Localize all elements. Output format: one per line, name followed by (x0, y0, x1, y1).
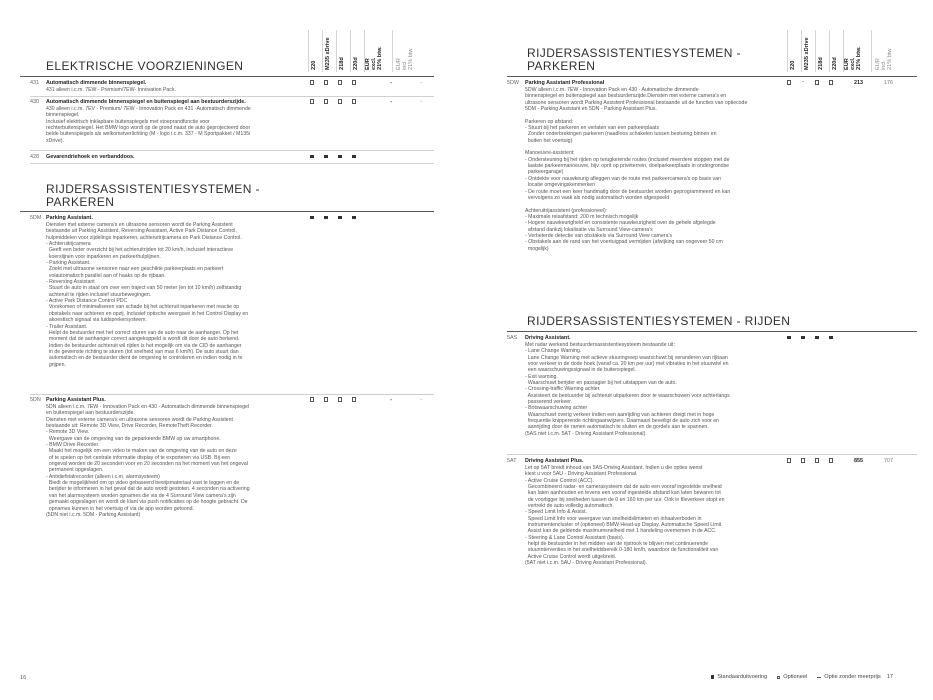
price-excl: - (390, 80, 392, 86)
standard-mark (308, 215, 316, 221)
no-cost-legend-icon (817, 677, 821, 678)
column-divider (336, 30, 337, 72)
price-excl-header: 21% btw. (377, 46, 383, 70)
model-header: M235 xDrive (325, 37, 331, 70)
optional-mark (827, 80, 835, 86)
option-description: Dienslen met externe camera's en ultrasone sensoren wordt de Parking Assistent bestaande uit Parking Assistent, Reversing Assistant, Active Park Distance Control, hulpmiddelen voor zijdelings inparkeren, achteruitrijcamera en Park Distance Control. - Achteruitrijcamera Geeft een beter overzicht bij het achteruitrijden tot 20 km/h, inclusief interactieve koerslijnen voor inparkeren en parkeerhulplijnen. - Parking Assistant. Zoekt met ultrasone sensoren naar een geschikte parkeerplaats en parkeert volautomatisch parallel aan of haaks op de rijbaan. - Reversing Assistant Stuurt de auto in staat om over een traject van 50 meter (en tot 10 km/h) zelfstandig achteruit te rijden inclusief stuurbewegingen. - Active Park Distance Control PDC Voorkomen of minimaliseren van schade bij het achteruit inparkeren met reactie op obstakels naar achteren en opzij. Inclusief optische weergave in het Control Display en akoestisch signaal via luidsprekersysteem. - Trailer Assistant. Helpt de bestuurder met het correct sturen van de auto naar de aanhanger. Op het moment dat de aanhanger correct aangekoppeld is wordt dit door de auto herkend. Indien de bestuurder achteruit wil rijden is het mogelijk om via de CID de aanhanger in de gewenste richting te sturen (tot snelheid van max 6 km/h). De auto stuurt dan automatisch en de bestuurder dient de omgeving te controleren en indien nodig in te grijpen. (46, 222, 249, 368)
section-rule (507, 331, 917, 332)
price-incl-header: incl. (402, 60, 408, 70)
price-incl-header: 21% btw. (887, 47, 893, 70)
page-number: 17 (886, 674, 894, 680)
price-excl: 855 (854, 458, 863, 464)
column-divider (322, 30, 323, 72)
option-description: Let op 5AT breidt inhoud van 5AS-Driving Assistant. Indien u die opties wenst kiest u voor 5AU - Driving Assistant Professional. - Active Cruise Control (ACC). Gecombineerd radar- en camerasysteem dat de auto een vooraf ingestelde snelheid kan laten aanhouden en tevens een vooraf ingestelde afstand kan laten bewaren tot de voorligger bij snelheden tussen de 0 en 160 km per uur. Ook in fileverkeer stopt en vertrekt de auto volledig automatisch. - Speed Limit Info & Assist. Speed Limit Info voor weergave van snelheidslimieten en inhaalverboden in instrumentencluster of (optioneel) BMW Head-up Display. Automatische Speed Limit Assist kan de geldende maximumsnelheid met 1 handeling overnemen in de ACC. - Steering & Lane Control Assistant (basis). helpt de bestuurder in het midden van de rijstrook te blijven met continuerende stuurinterventies in het snelheidsbereik 0-180 km/h, waardoor de functionaliteit van Active Cruise Control wordt uitgebreid. (5AT niet i.c.m. 5AU - Driving Assistant Professional). (525, 465, 725, 567)
column-header (785, 30, 909, 72)
row-separator (507, 454, 917, 455)
model-header: 220d (832, 57, 838, 70)
option-description: 5DW alleen i.c.m. 7EW - Innovation Pack en 430 - Automatische dimmende binnenspiegel en buitenspiegel aan bestuurderszijde.Diensten met externe camera's en ultrasone sensoren wordt Parking Assistent Professional bestaande uit de functies van optiecode 5DM - Parking Assistant en 5DN - Parking Assistant Plus. Parkeren op afstand: - Stuurt bij het parkeren en verlaten van een parkeerplaats Zonder onderbrekingen parkeren (naadloos schakelen tussen besturing binnen en buiten het voertuig) Manoeuvre-assistent: - Ondersteuning bij het rijden op terugkerende routes (inclusief meerdere stoppen met de laatste parkeermanoeuvre, bijv. oprit op privéterrein, doelparkeerplaats in ondergrondse parkeergarage) - Ontdekte voor nauwkeurig afleggen van de route met parkeercamera's op basis van locatie omgevingskenmerken - De route moet een keer handmatig door de bestuurder worden geprogrammeerd en kan vervolgens zo vaak als nodig automatisch worden afgespeeld Achteruitrijassistent (professioneel): - Maximale reisafstand: 200 m technisch mogelijk - Hogere nauwkeurigheid en consistente nauwkeurigheid over de gehele afgelegde afstand dankzij lokalisatie via Surround View-camera's - Verbeterde detectie van obstakels via Surround View camera's - Obstakels aan de rand van het voertuigpad vermijden (afwijking van ongeveer 50 cm mogelijk) (525, 87, 748, 252)
column-divider (350, 30, 351, 72)
option-description: Met radar werkend bestuurdersassistentiesysteem bestaande uit: - Lane Change Warning. Lane Change Warning met actieve stuuringreep waarschuwt bij veranderen van rijbaan voor verkeer in de dode hoek (vanaf ca. 20 km per uur) met vibraties in het stuurwiel en een waarschuwingssignaal in de buitenspiegel. - Exit warning. Waarschuwt berijder en passagier bij het uitstappen van de auto. - Crossing-traffic Warning achter. Assisteert de bestuurder bij achteruit uitparkeren door te waarschuwen voor achterlangs passerend verkeer. - Botswaarschuwing achter Waarschuwt overig verkeer indien een aanrijding van achteren dreigt met in hoge frequentie knipperende richtingaanwijzers. Daarnaast beveiligt de auto zich voor en aanrijding door de ramen automatisch te sluiten en de gordels aan te spannen. (5AS niet i.c.m. 5AT - Driving Assistant Professional). (525, 342, 730, 437)
option-code: 430 (30, 99, 39, 105)
section-title-line: RIJDERSASSISTENTIESYSTEMEN - (46, 182, 260, 196)
column-divider (871, 30, 872, 72)
option-code: 428 (30, 154, 39, 160)
model-header: 218d (818, 57, 824, 70)
option-code: 5DW (507, 80, 519, 86)
option-code: 5AT (507, 458, 517, 464)
optional-mark (813, 80, 821, 86)
standard-mark (799, 335, 807, 341)
model-header: 220 (311, 60, 317, 70)
standard-mark (350, 215, 358, 221)
optional-mark (336, 99, 344, 105)
price-incl: - (420, 397, 422, 403)
price-incl-header: EUR (875, 58, 881, 70)
section-rule (507, 76, 917, 77)
standard-mark (322, 154, 330, 160)
option-description: 5DN alleen i.c.m. 7EW - Innovation Pack en 430 - Automatisch dimmende binnenspiegel en buitenspiegel aan bestuurderszijde. Diensten met externe camera's en ultrasone sensoren wordt de Parking Assistent bestaande uit: Remote 3D View, Drive Recorder, RemoteTheft Recorder. - Remote 3D View. Weergave van de omgeving van de geparkeerde BMW op uw smartphone. - BMW Drive Recorder. Maakt het mogelijk om een video te maken van de omgeving van de auto en deze of te spelen op het centrale informatie display of te exporteren via USB. Bij een ongeval worden de 20 seconden voor en 20 seconden na het moment van het ongeval permanent opgeslagen. - Antidiefstalrecorder (alleen i.c.m. alarmsysteem) Biedt de mogelijkheid om op video gebaseerd bewijsmateriaal vast te leggen en de berijder te informeren in het geval dat de auto wordt gestoten. 4 seconden na activering van het alarmsysteem worden opnames die via de 4 Surround View camera's zijn gemaakt opgeslagen en wordt de klant via push notificaties op de hoogte gebracht. De opnames kunnen in het voertuig of via de app worden getoond. (5DN niet i.c.m. 5DM - Parking Assistant) (46, 404, 250, 518)
option-title: Driving Assistant Plus. (525, 458, 584, 464)
section-title: RIJDERSASSISTENTIESYSTEMEN - RIJDEN (527, 314, 791, 328)
option-title: Driving Assistant. (525, 335, 571, 341)
option-description: 431 alleen i.c.m. 7EW - Premium/7EW- Innovation Pack. (46, 87, 176, 93)
row-separator (30, 394, 434, 395)
price-incl: 707 (884, 458, 893, 464)
price-excl: - (390, 397, 392, 403)
optional-mark (336, 80, 344, 86)
option-title: Automatisch dimmende binnenspiegel en buitenspiegel aan bestuurderszijde. (46, 99, 246, 105)
column-divider (392, 30, 393, 72)
section-title (527, 47, 741, 73)
column-divider (815, 30, 816, 72)
price-incl: - (420, 80, 422, 86)
standard-mark (336, 154, 344, 160)
legend (711, 674, 893, 680)
option-title: Parking Assistant. (46, 215, 93, 221)
option-code: 431 (30, 80, 39, 86)
option-code: 5DM (30, 215, 42, 221)
column-divider (308, 30, 309, 72)
optional-mark (322, 80, 330, 86)
option-title: Automatisch dimmende binnenspiegel. (46, 80, 147, 86)
standard-mark (785, 335, 793, 341)
option-row (30, 397, 434, 547)
optional-mark (308, 397, 316, 403)
option-row (30, 215, 434, 393)
price-incl: - (420, 99, 422, 105)
standard-legend-icon (711, 675, 714, 678)
section-title-line: RIJDERSASSISTENTIESYSTEMEN - (527, 46, 741, 60)
standard-mark (827, 335, 835, 341)
row-separator (30, 96, 434, 97)
section-title (46, 183, 260, 209)
optional-mark (350, 397, 358, 403)
price-excl: 213 (854, 80, 863, 86)
model-header: 220 (790, 60, 796, 70)
option-row (30, 80, 434, 96)
legend-standard-label: Standaarduitvoering (717, 674, 768, 680)
price-excl: - (390, 99, 392, 105)
option-row (507, 458, 917, 588)
optional-mark (322, 397, 330, 403)
column-header (306, 30, 430, 72)
section-rule (20, 76, 434, 77)
price-excl-header: excl. (371, 57, 377, 70)
option-row (30, 154, 434, 164)
optional-mark (308, 99, 316, 105)
price-incl-header: 21% btw. (408, 47, 414, 70)
price-excl-header: excl. (850, 57, 856, 70)
legend-optional-label: Optioneel (783, 674, 808, 680)
model-header: 218d (339, 57, 345, 70)
optional-mark (322, 99, 330, 105)
column-divider (801, 30, 802, 72)
option-row (507, 80, 917, 295)
option-code: 5DN (30, 397, 41, 403)
standard-mark (308, 154, 316, 160)
option-row (507, 335, 917, 455)
option-title: Parking Assistant Plus. (46, 397, 106, 403)
optional-mark (350, 80, 358, 86)
option-title: Parking Assistant Professional (525, 80, 605, 86)
legend-free-label: Optie zonder meerprijs (824, 674, 881, 680)
price-incl-header: incl. (881, 60, 887, 70)
optional-mark (308, 80, 316, 86)
right-page (467, 0, 933, 700)
section-rule (20, 211, 434, 212)
optional-mark (336, 397, 344, 403)
option-row (30, 99, 434, 151)
page-number: 16 (20, 675, 27, 681)
optional-mark (827, 458, 835, 464)
price-excl-header: EUR (365, 58, 371, 70)
row-separator (30, 150, 434, 151)
standard-mark (813, 335, 821, 341)
optional-mark (799, 458, 807, 464)
optional-mark (785, 458, 793, 464)
model-header: 220d (353, 57, 359, 70)
model-header: M235 xDrive (804, 37, 810, 70)
section-title-line: PARKEREN (527, 59, 596, 73)
column-divider (787, 30, 788, 72)
optional-mark (785, 80, 793, 86)
left-page (0, 0, 466, 700)
optional-mark (350, 99, 358, 105)
price-excl-header: EUR (844, 58, 850, 70)
standard-mark (322, 215, 330, 221)
option-title: Gevarendriehoek en verbanddoos. (46, 154, 135, 160)
option-description: 430 alleen i.c.m. 7EV - Premium/ 7EW - Innovation Pack en 431 -Automatisch dimmende binnenspiegel. Inclusief elektrisch inklapbare buitenspiegels met stoeprandfunctie voor rechterbuitenspiegel. Het BMW logo wordt op de grond naast de auto geprojecteerd door beide buitenspiegels als welkomstverlichting (M - logo i.c.m. 337 - M Sportpakket / M135i xDrive). (46, 106, 251, 144)
section-title-line: PARKEREN (46, 195, 115, 209)
optional-mark (813, 458, 821, 464)
optional-legend-icon (777, 676, 780, 679)
price-incl: 176 (884, 80, 893, 86)
option-code: 5AS (507, 335, 518, 341)
price-incl-header: EUR (396, 58, 402, 70)
row-separator (30, 163, 434, 164)
column-divider (829, 30, 830, 72)
standard-mark (350, 154, 358, 160)
price-excl-header: 21% btw. (856, 46, 862, 70)
standard-mark (336, 215, 344, 221)
not-available-mark: - (802, 79, 804, 85)
section-title: ELEKTRISCHE VOORZIENINGEN (46, 59, 244, 73)
